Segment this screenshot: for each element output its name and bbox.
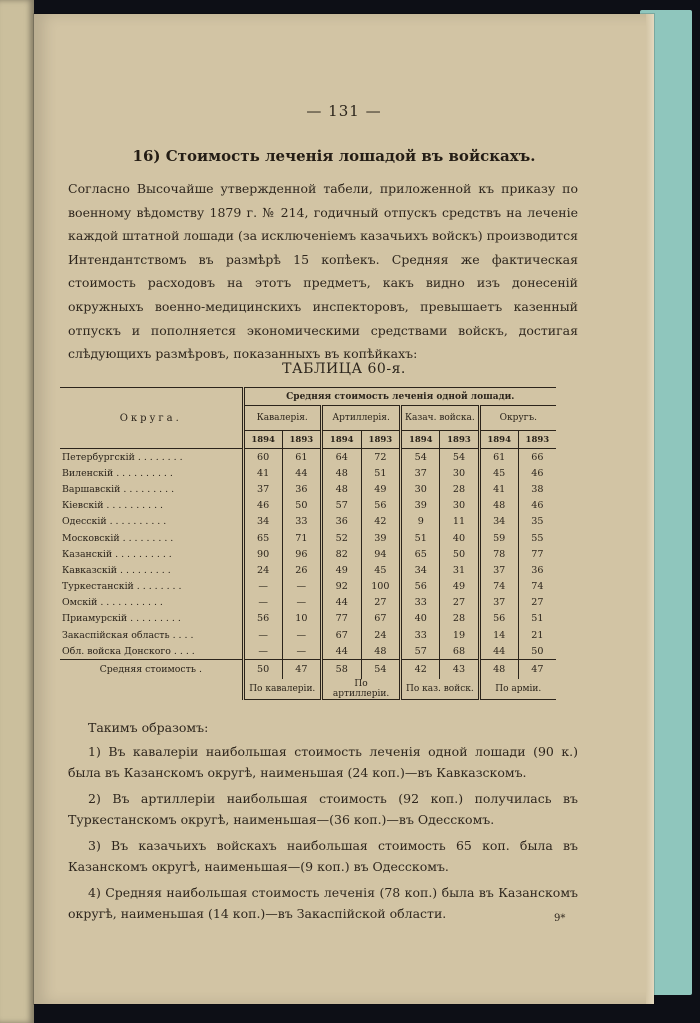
value-cell: 42 bbox=[361, 514, 401, 530]
cost-table bbox=[60, 387, 556, 700]
value-cell: — bbox=[282, 643, 321, 660]
value-cell: — bbox=[243, 595, 282, 611]
value-cell: 41 bbox=[243, 465, 282, 481]
table-row bbox=[60, 611, 556, 627]
table-row bbox=[60, 595, 556, 611]
year-header: 1894 bbox=[479, 431, 518, 449]
table-row bbox=[60, 498, 556, 514]
value-cell: 50 bbox=[282, 498, 321, 514]
value-cell: 28 bbox=[440, 481, 479, 497]
table-row bbox=[60, 643, 556, 660]
value-cell: 34 bbox=[243, 514, 282, 530]
average-cell: 58 bbox=[321, 660, 361, 680]
okrug-name: Московскій . . . . . . . . . bbox=[62, 532, 174, 544]
value-cell: 48 bbox=[479, 498, 518, 514]
value-cell: 10 bbox=[282, 611, 321, 627]
value-cell: — bbox=[243, 643, 282, 660]
value-cell: 61 bbox=[282, 449, 321, 466]
value-cell: 54 bbox=[440, 449, 479, 466]
page-edge bbox=[646, 14, 654, 1004]
value-cell: 33 bbox=[401, 595, 440, 611]
average-label: Средняя стоимость . bbox=[60, 660, 243, 680]
table-row bbox=[60, 546, 556, 562]
value-cell: 36 bbox=[321, 514, 361, 530]
value-cell: 28 bbox=[440, 611, 479, 627]
value-cell: 57 bbox=[321, 498, 361, 514]
value-cell: 44 bbox=[282, 465, 321, 481]
average-cell: 50 bbox=[243, 660, 282, 680]
group-header: Округъ. bbox=[479, 406, 556, 431]
group-header: Артиллерія. bbox=[321, 406, 400, 431]
value-cell: 65 bbox=[243, 530, 282, 546]
value-cell: 30 bbox=[440, 498, 479, 514]
value-cell: 44 bbox=[321, 595, 361, 611]
average-cell: 48 bbox=[479, 660, 518, 680]
table-main-header: Средняя стоимость леченія одной лошади. bbox=[243, 388, 556, 406]
value-cell: 51 bbox=[401, 530, 440, 546]
table-title: ТАБЛИЦА 60-я. bbox=[282, 361, 406, 377]
okrug-name: Омскій . . . . . . . . . . . bbox=[62, 597, 163, 609]
value-cell: 26 bbox=[282, 562, 321, 578]
value-cell: 94 bbox=[361, 546, 401, 562]
value-cell: 44 bbox=[321, 643, 361, 660]
group-header: Казач. войска. bbox=[401, 406, 479, 431]
value-cell: 24 bbox=[243, 562, 282, 578]
value-cell: 96 bbox=[282, 546, 321, 562]
value-cell: 37 bbox=[479, 595, 518, 611]
value-cell: 46 bbox=[243, 498, 282, 514]
conclusion-item: 4) Средняя наибольшая стоимость леченія (78 коп.) была въ Казанскомъ округѣ, наименьшая (14 коп.)—въ Закаспійской области. bbox=[68, 885, 578, 921]
value-cell: 44 bbox=[479, 643, 518, 660]
value-cell: 56 bbox=[243, 611, 282, 627]
value-cell: 72 bbox=[361, 449, 401, 466]
value-cell: 39 bbox=[401, 498, 440, 514]
average-cell: 47 bbox=[282, 660, 321, 680]
value-cell: 51 bbox=[518, 611, 556, 627]
value-cell: 49 bbox=[361, 481, 401, 497]
value-cell: 49 bbox=[321, 562, 361, 578]
average-cell: 54 bbox=[361, 660, 401, 680]
intro-paragraph: Согласно Высочайше утвержденной табели, приложенной къ приказу по военному вѣдомству 1879 г. № 214, годичный отпускъ средствъ на леченіе каждой штатной лошади (за исключеніемъ казачьихъ войскъ) производится Интендантствомъ въ размѣрѣ 15 копѣекъ. Средняя же фактическая стоимость расходовъ на этотъ предметъ, какъ видно изъ донесеній окружныхъ военно-медицинскихъ инспекторовъ, превышаетъ казенный отпускъ и пополняется экономическими средствами войскъ, достигая слѣдующихъ размѣровъ, показанныхъ въ копѣйкахъ: bbox=[68, 181, 578, 362]
value-cell: 30 bbox=[440, 465, 479, 481]
okrug-name: Виленскій . . . . . . . . . . bbox=[62, 467, 173, 479]
value-cell: 27 bbox=[361, 595, 401, 611]
value-cell: 31 bbox=[440, 562, 479, 578]
group-header: Кавалерія. bbox=[243, 406, 321, 431]
okrug-name: Казанскій . . . . . . . . . . bbox=[62, 548, 172, 560]
okrug-name: Кіевскій . . . . . . . . . . bbox=[62, 500, 164, 512]
value-cell: 45 bbox=[361, 562, 401, 578]
value-cell: 50 bbox=[440, 546, 479, 562]
okrug-name: Варшавскій . . . . . . . . . bbox=[62, 483, 175, 495]
table-row bbox=[60, 627, 556, 643]
value-cell: 40 bbox=[401, 611, 440, 627]
value-cell: 9 bbox=[401, 514, 440, 530]
value-cell: 37 bbox=[243, 481, 282, 497]
value-cell: 82 bbox=[321, 546, 361, 562]
section-heading: 16) Стоимость леченія лошадой въ войскахъ. bbox=[132, 147, 536, 165]
average-caption: По кавалеріи. bbox=[243, 679, 321, 700]
value-cell: 21 bbox=[518, 627, 556, 643]
value-cell: 50 bbox=[518, 643, 556, 660]
value-cell: 36 bbox=[282, 481, 321, 497]
table-row bbox=[60, 530, 556, 546]
value-cell: 74 bbox=[479, 579, 518, 595]
table-row bbox=[60, 579, 556, 595]
conclusions bbox=[68, 720, 578, 929]
okrug-name: Кавказскій . . . . . . . . . bbox=[62, 564, 171, 576]
value-cell: 38 bbox=[518, 481, 556, 497]
value-cell: 37 bbox=[479, 562, 518, 578]
value-cell: 24 bbox=[361, 627, 401, 643]
average-cell: 42 bbox=[401, 660, 440, 680]
value-cell: 57 bbox=[401, 643, 440, 660]
value-cell: 67 bbox=[361, 611, 401, 627]
value-cell: 66 bbox=[518, 449, 556, 466]
value-cell: 27 bbox=[518, 595, 556, 611]
value-cell: 33 bbox=[282, 514, 321, 530]
value-cell: — bbox=[243, 579, 282, 595]
value-cell: 92 bbox=[321, 579, 361, 595]
year-header: 1894 bbox=[321, 431, 361, 449]
value-cell: 56 bbox=[479, 611, 518, 627]
value-cell: 34 bbox=[401, 562, 440, 578]
value-cell: 90 bbox=[243, 546, 282, 562]
value-cell: 34 bbox=[479, 514, 518, 530]
value-cell: 61 bbox=[479, 449, 518, 466]
value-cell: 45 bbox=[479, 465, 518, 481]
value-cell: 74 bbox=[518, 579, 556, 595]
table-row bbox=[60, 465, 556, 481]
value-cell: 39 bbox=[361, 530, 401, 546]
value-cell: 52 bbox=[321, 530, 361, 546]
value-cell: 48 bbox=[321, 465, 361, 481]
year-header: 1894 bbox=[401, 431, 440, 449]
value-cell: 37 bbox=[401, 465, 440, 481]
table-row bbox=[60, 449, 556, 466]
value-cell: 77 bbox=[321, 611, 361, 627]
table-row bbox=[60, 562, 556, 578]
okrug-column-header: Округа. bbox=[60, 388, 243, 449]
book-page bbox=[34, 14, 654, 1004]
conclusion-item: 2) Въ артиллеріи наибольшая стоимость (92 коп.) получилась въ Туркестанскомъ округѣ, наименьшая—(36 коп.)—въ Одесскомъ. bbox=[68, 791, 578, 827]
value-cell: 65 bbox=[401, 546, 440, 562]
value-cell: 19 bbox=[440, 627, 479, 643]
value-cell: — bbox=[282, 579, 321, 595]
value-cell: 60 bbox=[243, 449, 282, 466]
value-cell: 36 bbox=[518, 562, 556, 578]
conclusion-item: 1) Въ кавалеріи наибольшая стоимость леченія одной лошади (90 к.) была въ Казанскомъ округѣ, наименьшая (24 коп.)—въ Кавказскомъ. bbox=[68, 744, 578, 780]
value-cell: 54 bbox=[401, 449, 440, 466]
value-cell: 11 bbox=[440, 514, 479, 530]
value-cell: 30 bbox=[401, 481, 440, 497]
year-header: 1893 bbox=[518, 431, 556, 449]
value-cell: 55 bbox=[518, 530, 556, 546]
okrug-name: Петербургскій . . . . . . . . bbox=[62, 451, 183, 463]
year-header: 1893 bbox=[282, 431, 321, 449]
value-cell: 33 bbox=[401, 627, 440, 643]
year-header: 1893 bbox=[361, 431, 401, 449]
left-page-edge bbox=[0, 0, 34, 1023]
value-cell: 68 bbox=[440, 643, 479, 660]
value-cell: 71 bbox=[282, 530, 321, 546]
value-cell: 48 bbox=[361, 643, 401, 660]
conclusions-intro: Такимъ образомъ: bbox=[88, 720, 209, 735]
okrug-name: Одесскій . . . . . . . . . . bbox=[62, 516, 167, 528]
value-cell: 59 bbox=[479, 530, 518, 546]
value-cell: 14 bbox=[479, 627, 518, 643]
table-row bbox=[60, 481, 556, 497]
value-cell: 77 bbox=[518, 546, 556, 562]
value-cell: 64 bbox=[321, 449, 361, 466]
table-row bbox=[60, 514, 556, 530]
page-number: — 131 — bbox=[306, 102, 382, 120]
value-cell: 46 bbox=[518, 498, 556, 514]
conclusion-item: 3) Въ казачьихъ войскахъ наибольшая стоимость 65 коп. была въ Казанскомъ округѣ, наименьшая—(9 коп.) въ Одесскомъ. bbox=[68, 838, 578, 874]
value-cell: 56 bbox=[361, 498, 401, 514]
average-cell: 43 bbox=[440, 660, 479, 680]
average-caption: По артиллеріи. bbox=[321, 679, 400, 700]
value-cell: 51 bbox=[361, 465, 401, 481]
average-cell: 47 bbox=[518, 660, 556, 680]
average-caption: По каз. войск. bbox=[401, 679, 479, 700]
value-cell: 78 bbox=[479, 546, 518, 562]
value-cell: 40 bbox=[440, 530, 479, 546]
value-cell: 35 bbox=[518, 514, 556, 530]
value-cell: 67 bbox=[321, 627, 361, 643]
value-cell: — bbox=[282, 627, 321, 643]
year-header: 1894 bbox=[243, 431, 282, 449]
value-cell: 41 bbox=[479, 481, 518, 497]
okrug-name: Туркестанскій . . . . . . . . bbox=[62, 581, 182, 593]
value-cell: 48 bbox=[321, 481, 361, 497]
value-cell: — bbox=[282, 595, 321, 611]
value-cell: 27 bbox=[440, 595, 479, 611]
okrug-name: Закаспійская область . . . . bbox=[62, 629, 194, 641]
average-caption: По арміи. bbox=[479, 679, 556, 700]
okrug-name: Обл. войска Донского . . . . bbox=[62, 645, 195, 657]
value-cell: 100 bbox=[361, 579, 401, 595]
value-cell: 49 bbox=[440, 579, 479, 595]
value-cell: 46 bbox=[518, 465, 556, 481]
value-cell: 56 bbox=[401, 579, 440, 595]
okrug-name: Приамурскій . . . . . . . . . bbox=[62, 613, 181, 625]
signature-mark: 9* bbox=[554, 913, 566, 924]
year-header: 1893 bbox=[440, 431, 479, 449]
value-cell: — bbox=[243, 627, 282, 643]
